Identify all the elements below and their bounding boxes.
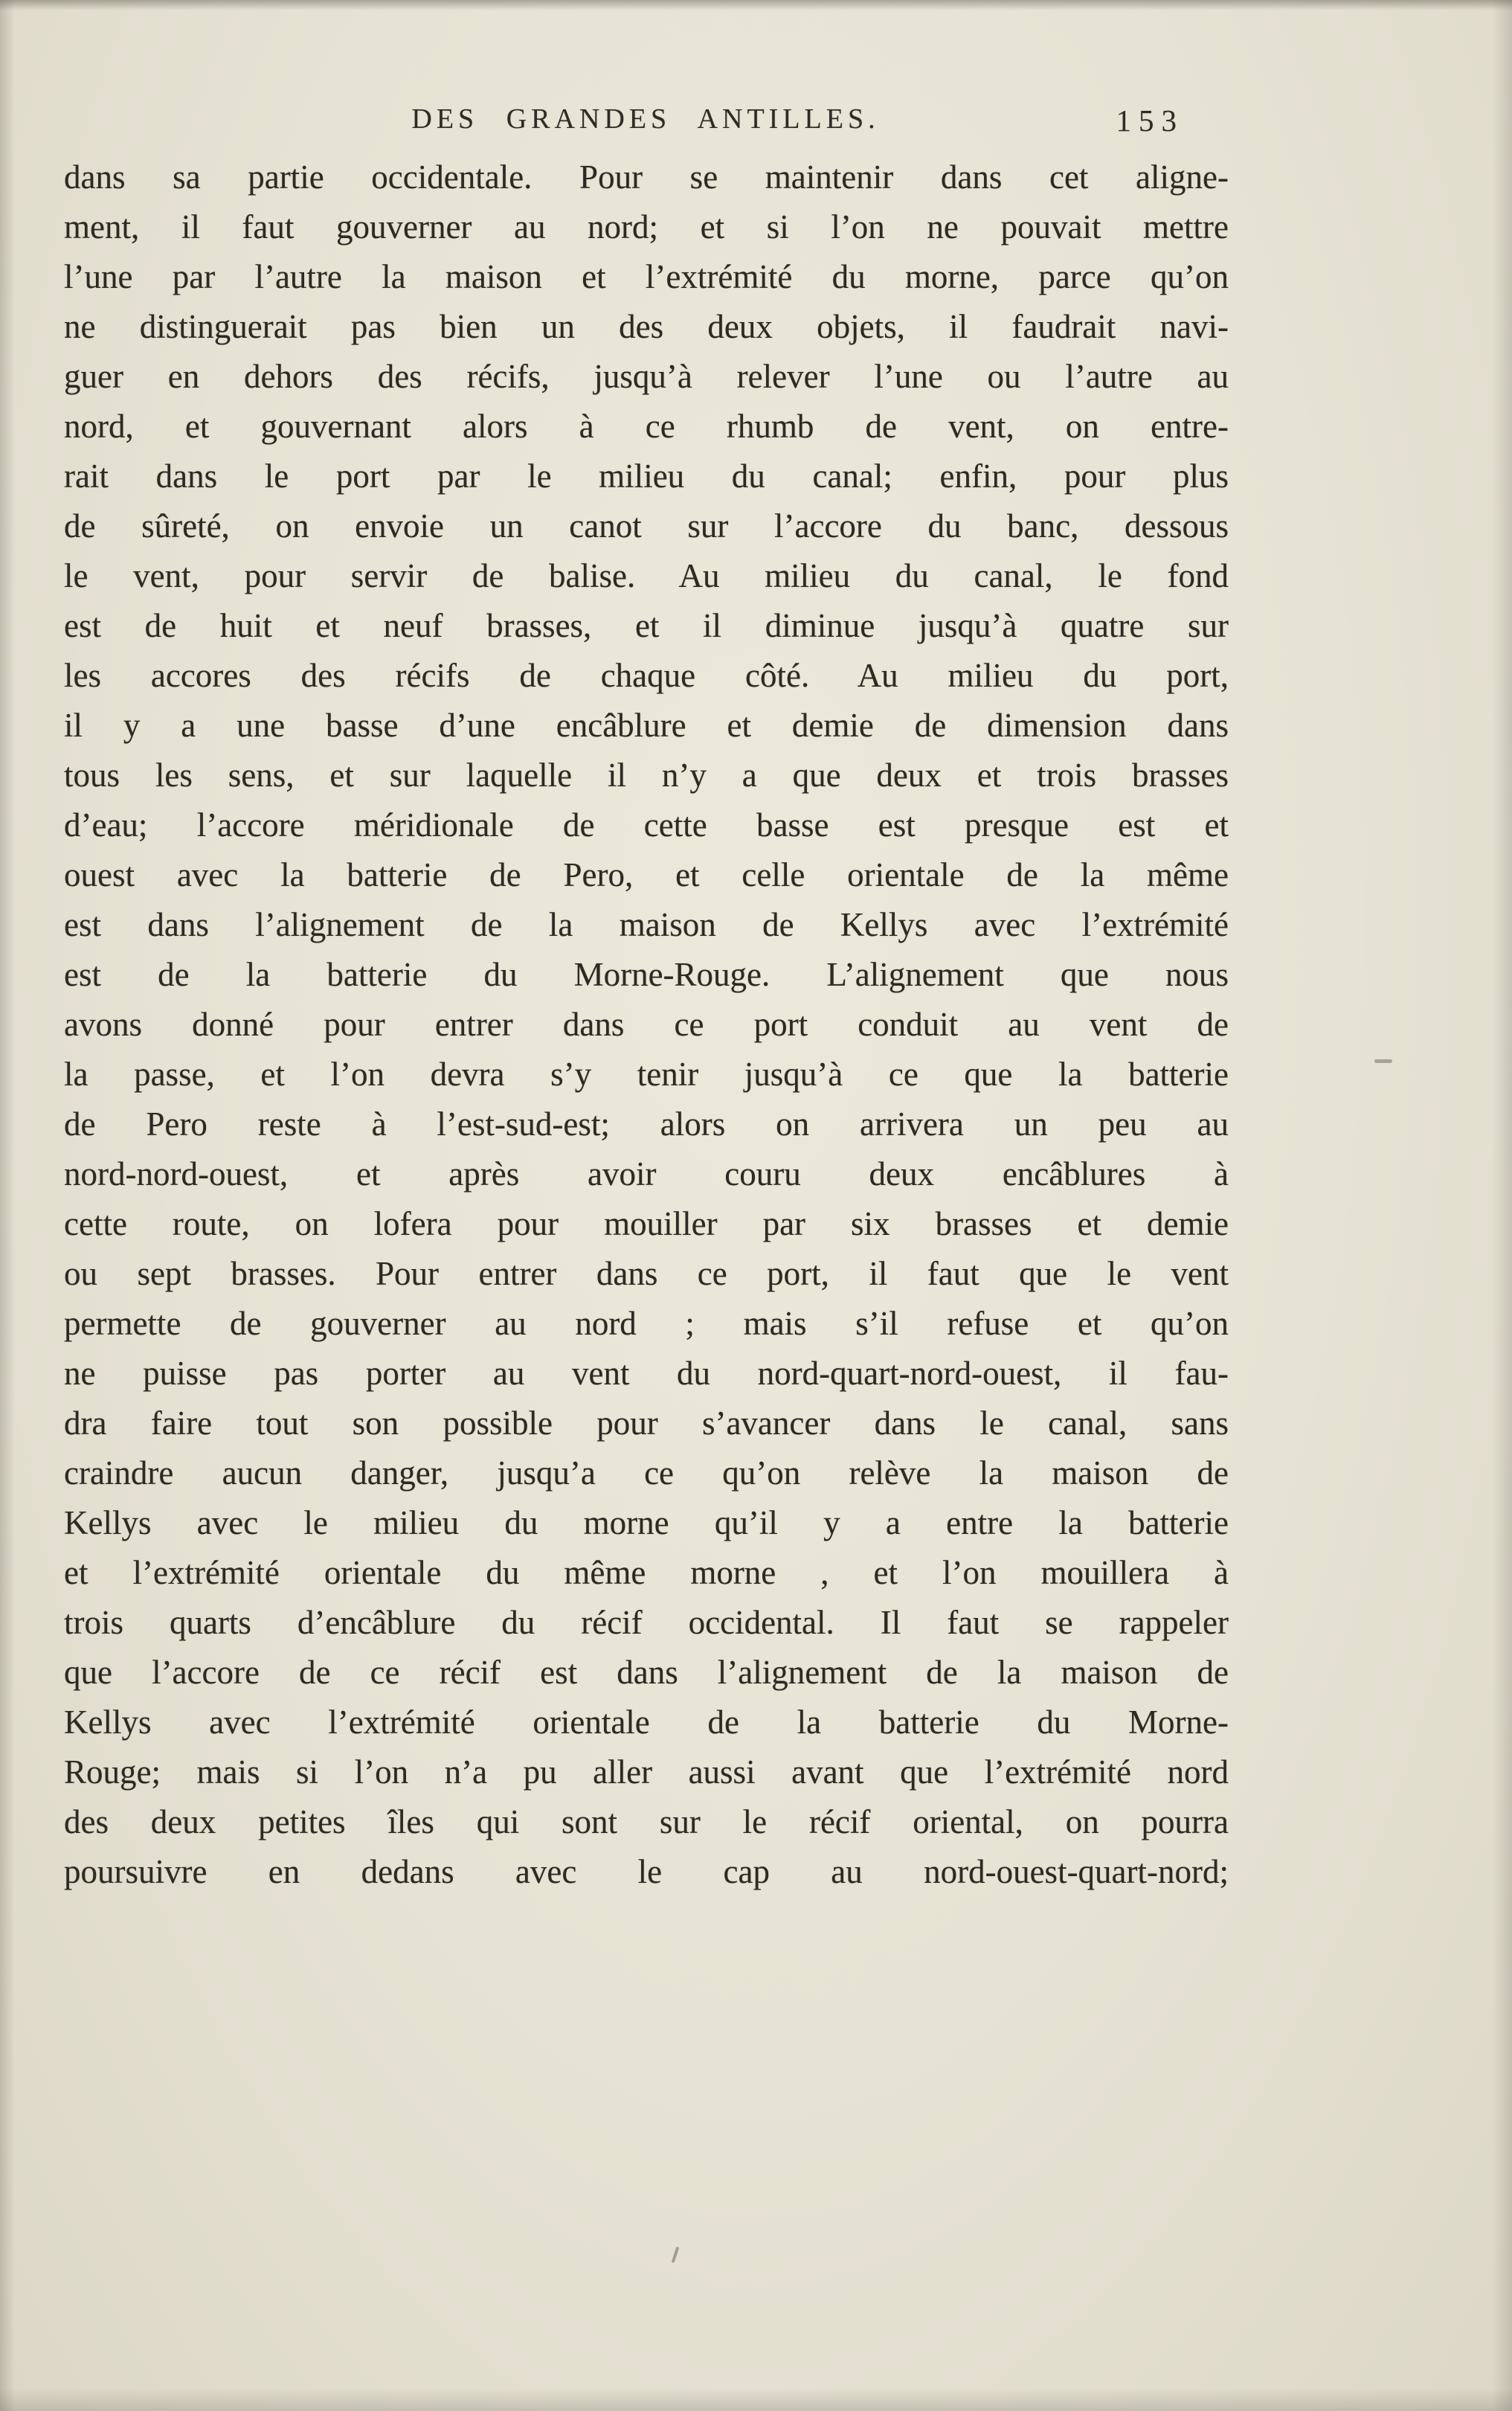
text-line: d’eau; l’accore méridionale de cette basse est presque est et xyxy=(64,806,1229,844)
text-line: cette route, on lofera pour mouiller par six brasses et demie xyxy=(64,1205,1229,1242)
text-line: permette de gouverner au nord ; mais s’il refuse et qu’on xyxy=(64,1305,1229,1342)
text-line: ne puisse pas porter au vent du nord-quart-nord-ouest, il fau- xyxy=(64,1355,1229,1392)
text-line: Kellys avec le milieu du morne qu’il y a entre la batterie xyxy=(64,1504,1229,1541)
body-text xyxy=(64,153,1229,1897)
text-line: guer en dehors des récifs, jusqu’à relever l’une ou l’autre au xyxy=(64,358,1229,395)
page-number: 153 xyxy=(1116,103,1184,138)
text-line: que l’accore de ce récif est dans l’alignement de la maison de xyxy=(64,1654,1229,1691)
text-line: des deux petites îles qui sont sur le récif oriental, on pourra xyxy=(64,1803,1229,1840)
text-line: est de huit et neuf brasses, et il diminue jusqu’à quatre sur xyxy=(64,607,1229,644)
text-line: et l’extrémité orientale du même morne , et l’on mouillera à xyxy=(64,1554,1229,1591)
running-title: DES GRANDES ANTILLES. xyxy=(411,103,880,135)
text-line: craindre aucun danger, jusqu’a ce qu’on relève la maison de xyxy=(64,1454,1229,1492)
page-header xyxy=(65,103,1226,144)
text-line: Kellys avec l’extrémité orientale de la batterie du Morne- xyxy=(64,1704,1229,1741)
text-line: ouest avec la batterie de Pero, et celle orientale de la même xyxy=(64,856,1229,893)
text-line: est de la batterie du Morne-Rouge. L’alignement que nous xyxy=(64,956,1229,993)
text-line: dans sa partie occidentale. Pour se maintenir dans cet aligne- xyxy=(64,158,1229,196)
text-line: ment, il faut gouverner au nord; et si l’on ne pouvait mettre xyxy=(64,208,1229,245)
text-line: ne distinguerait pas bien un des deux objets, il faudrait navi- xyxy=(64,308,1229,345)
text-line: Rouge; mais si l’on n’a pu aller aussi avant que l’extrémité nord xyxy=(64,1753,1229,1791)
text-line: il y a une basse d’une encâblure et demie de dimension dans xyxy=(64,707,1229,744)
text-line: les accores des récifs de chaque côté. Au milieu du port, xyxy=(64,657,1229,694)
scan-artifact-bottom-mark xyxy=(672,2247,680,2263)
text-line: poursuivre en dedans avec le cap au nord-ouest-quart-nord; xyxy=(64,1853,1229,1890)
text-line: ou sept brasses. Pour entrer dans ce port, il faut que le vent xyxy=(64,1255,1229,1292)
text-line: trois quarts d’encâblure du récif occidental. Il faut se rappeler xyxy=(64,1604,1229,1641)
text-line: tous les sens, et sur laquelle il n’y a que deux et trois brasses xyxy=(64,757,1229,794)
text-line: l’une par l’autre la maison et l’extrémité du morne, parce qu’on xyxy=(64,258,1229,295)
text-line: dra faire tout son possible pour s’avancer dans le canal, sans xyxy=(64,1404,1229,1442)
text-line: le vent, pour servir de balise. Au milieu du canal, le fond xyxy=(64,557,1229,594)
scan-artifact-margin-dash xyxy=(1374,1059,1392,1063)
text-line: de sûreté, on envoie un canot sur l’accore du banc, dessous xyxy=(64,507,1229,545)
text-line: nord, et gouvernant alors à ce rhumb de vent, on entre- xyxy=(64,408,1229,445)
text-line: la passe, et l’on devra s’y tenir jusqu’à ce que la batterie xyxy=(64,1056,1229,1093)
text-line: est dans l’alignement de la maison de Kellys avec l’extrémité xyxy=(64,906,1229,943)
text-line: avons donné pour entrer dans ce port conduit au vent de xyxy=(64,1006,1229,1043)
text-line: nord-nord-ouest, et après avoir couru deux encâblures à xyxy=(64,1155,1229,1192)
text-line: rait dans le port par le milieu du canal; enfin, pour plus xyxy=(64,458,1229,495)
text-line: de Pero reste à l’est-sud-est; alors on arrivera un peu au xyxy=(64,1105,1229,1143)
